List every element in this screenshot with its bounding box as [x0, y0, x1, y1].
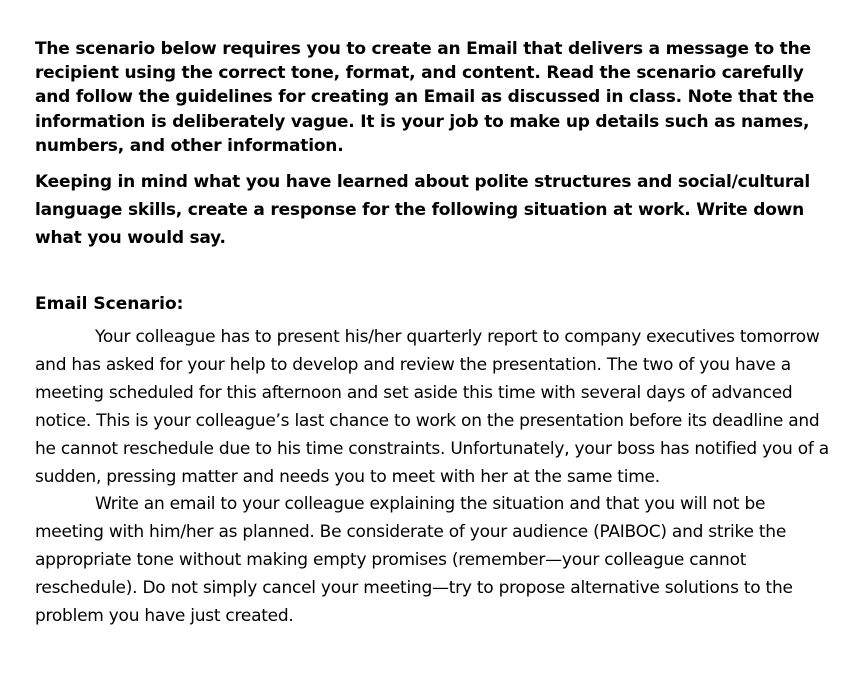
document-content — [35, 37, 835, 631]
instructions-paragraph: The scenario below requires you to create an Email that delivers a message to the recipient using the correct tone, format, and content. Read the scenario carefully and follow the guidelines for creating an Email as discussed in class. Note that the information is deliberately vague. It is your job to make up details such as names, numbers, and other information. — [35, 39, 815, 156]
scenario-paragraph-task: Write an email to your colleague explaining the situation and that you will not be meeting with him/her as planned. Be considerate of your audience (PAIBOC) and strike the appropriate tone without making empty promises (remember—your colleague cannot reschedule). Do not simply cancel your meeting—try to propose alternative solutions to the problem you have just created. — [35, 494, 793, 627]
scenario-heading: Email Scenario: — [35, 294, 184, 315]
scenario-paragraph-situation: Your colleague has to present his/her quarterly report to company executives tomorrow and has asked for your help to develop and review the presentation. The two of you have a meeting scheduled for this afternoon and set aside this time with several days of advanced notice. This is your colleague’s last chance to work on the presentation before its deadline and he cannot reschedule due to his time constraints. Unfortunately, your boss has notified you of a sudden, pressing matter and needs you to meet with her at the same time. — [35, 327, 829, 487]
task-prompt: Keeping in mind what you have learned about polite structures and social/cultural language skills, create a response for the following situation at work. Write down what you would say. — [35, 172, 810, 249]
